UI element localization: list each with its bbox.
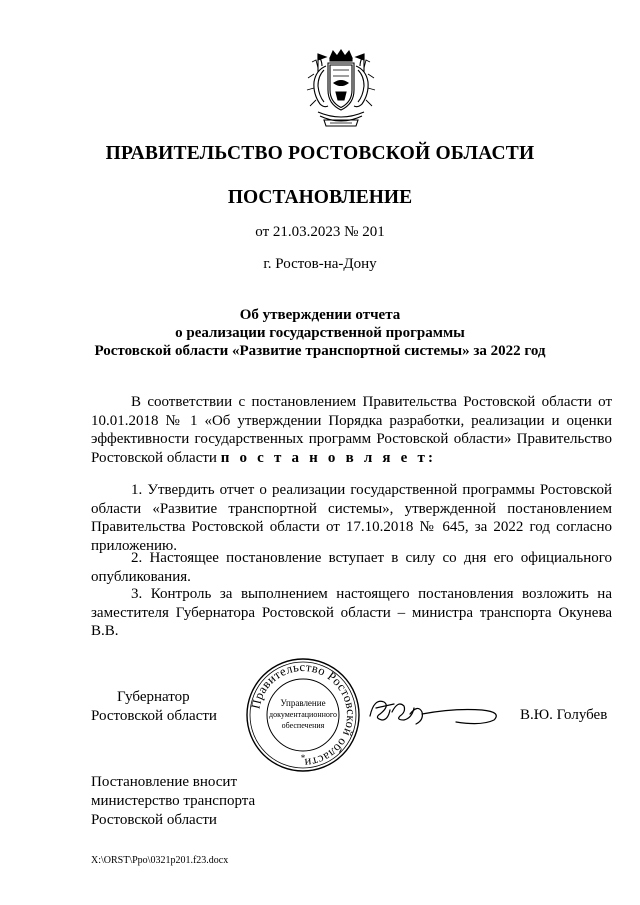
subject-line: Об утверждении отчета [239,307,401,323]
file-path: X:\ORST\Ppo\0321p201.f23.docx [91,855,229,866]
decree-item-text: 2. Настоящее постановление вступает в силу со дня его официального опубликования. [91,550,612,585]
government-name: ПРАВИТЕЛЬСТВО РОСТОВСКОЙ ОБЛАСТИ [105,143,535,164]
official-seal-icon [244,656,362,774]
date-number: от 21.03.2023 № 201 [255,224,385,240]
signer-title [91,688,241,725]
submitter-line: Постановление вносит [91,774,238,790]
decree-subject [0,306,640,360]
city: г. Ростов-на-Дону [263,256,377,272]
coat-of-arms-icon [300,48,382,130]
stamp-inner-line: Управление [280,698,326,708]
svg-text:*: * [300,753,306,763]
stamp-inner-line: обеспечения [281,721,325,730]
submitter-line: министерство транспорта [91,793,256,809]
decree-item-text: 3. Контроль за выполнением настоящего постановления возложить на заместителя Губернатора Ростовской области – министра транспорта Окунева В.В. [91,586,612,639]
document-type: ПОСТАНОВЛЕНИЕ [227,187,413,208]
stamp-ring-text: Правительство Ростовской области [248,659,359,771]
intro-text: В соответствии с постановлением Правительства Ростовской области от 10.01.2018 № 1 «Об утверждении Порядка разработки, реализации и оценки эффективности государственных программ Ростовской области» Правительство Ростовской области [91,394,612,466]
decree-item [91,585,612,641]
signer-name: В.Ю. Голубев [520,707,608,723]
subject-line: Ростовской области «Развитие транспортной системы» за 2022 год [94,343,546,359]
subject-line: о реализации государственной программы [175,325,465,341]
submitter-block [91,773,255,830]
handwritten-signature-icon [364,690,504,732]
signer-title-line: Губернатор [117,689,190,705]
decree-item-text: 1. Утвердить отчет о реализации государственной программы Ростовской области «Развитие транспортной системы», утвержденной постановлением Правительства Ростовской области от 17.10.2018 № 645, за 2022 год согласно приложению. [91,482,612,554]
stamp-inner-line: документационного [269,710,337,719]
decree-item [91,481,612,555]
signer-title-line: Ростовской области [91,707,217,724]
intro-keyword: п о с т а н о в л я е т: [220,449,437,466]
submitter-line: Ростовской области [91,812,217,828]
intro-paragraph [91,393,612,467]
decree-item [91,549,612,586]
